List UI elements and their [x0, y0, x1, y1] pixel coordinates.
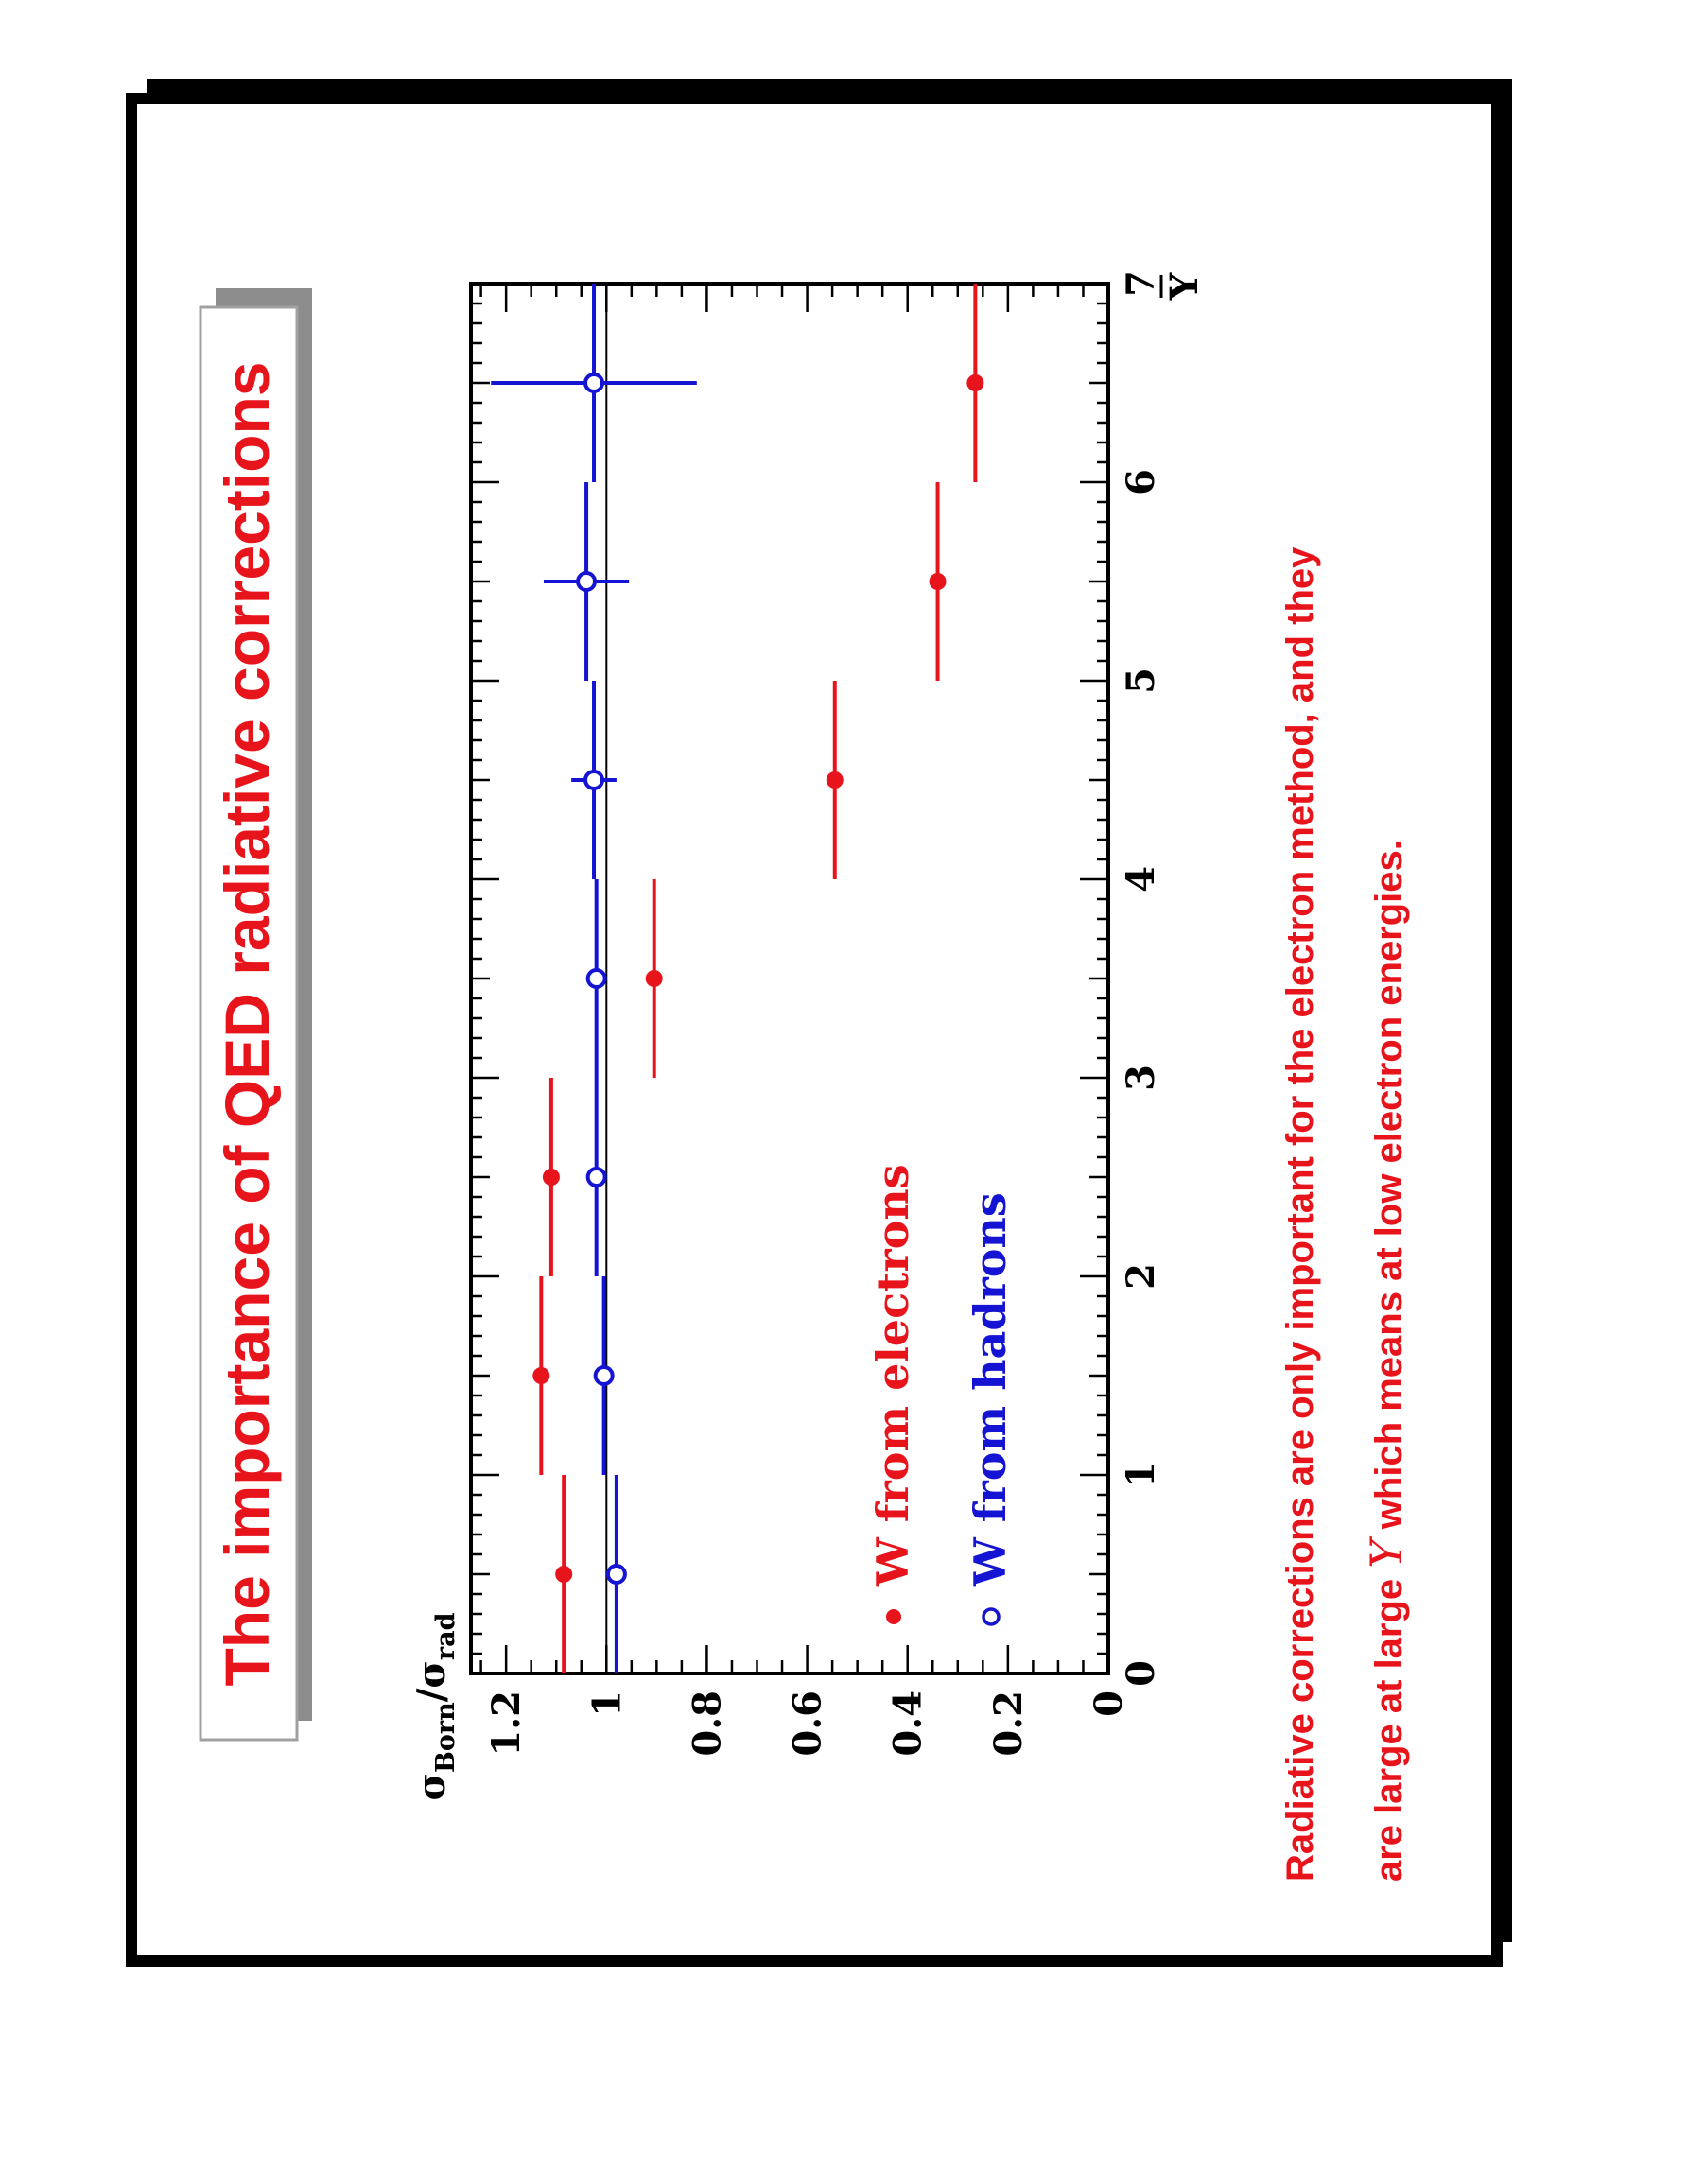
- title-box: [200, 288, 312, 1740]
- y-axis-label-slash-sigma: /σ: [409, 1660, 454, 1703]
- y-tick-label: 0.4: [885, 1690, 931, 1757]
- data-point: [930, 573, 947, 590]
- data-point: [608, 1566, 625, 1583]
- data-point: [578, 573, 595, 590]
- data-point: [543, 1169, 560, 1186]
- data-point: [585, 374, 602, 391]
- data-point: [646, 970, 663, 987]
- x-tick-label: 6: [1119, 469, 1163, 495]
- x-tick-label: 0: [1119, 1660, 1163, 1687]
- caption-line-2: [1361, 840, 1412, 1881]
- caption-line-1: Radiative corrections are only important for the electron method, and they: [1279, 546, 1321, 1881]
- legend-hadrons-label: W from hadrons: [965, 1192, 1016, 1586]
- data-point: [827, 771, 844, 789]
- caption-line-2-end: which means at low electron energies.: [1368, 840, 1410, 1540]
- x-axis-label: [1161, 272, 1207, 301]
- y-tick-label: 0.8: [685, 1690, 730, 1757]
- data-point: [966, 374, 983, 391]
- y-axis-label-sigma-1: σ: [409, 1772, 454, 1801]
- x-tick-label: 5: [1119, 667, 1163, 694]
- legend-hadrons-marker: [983, 1609, 999, 1624]
- y-tick-label: 1.2: [484, 1690, 530, 1757]
- y-tick-label: 0: [1087, 1690, 1131, 1717]
- page-title: The importance of QED radiative corrections: [212, 361, 282, 1687]
- caption-line-2-start: are large at large: [1368, 1568, 1410, 1881]
- data-point: [585, 771, 602, 789]
- y-tick-label: 0.6: [785, 1690, 830, 1757]
- data-point: [532, 1367, 549, 1384]
- legend-electrons-marker: [886, 1609, 901, 1624]
- y-axis-label-sub-rad: rad: [431, 1612, 461, 1661]
- legend-electrons-label: W from electrons: [867, 1164, 918, 1586]
- x-tick-label: 4: [1119, 866, 1163, 893]
- data-point: [588, 970, 605, 987]
- x-tick-label: 3: [1119, 1065, 1163, 1091]
- y-tick-label: 1: [584, 1690, 630, 1717]
- x-axis-label-text: Y: [1162, 272, 1207, 301]
- data-point: [588, 1169, 605, 1186]
- x-tick-label: 2: [1119, 1263, 1163, 1290]
- x-tick-label: 1: [1119, 1462, 1163, 1488]
- y-axis-label-sub-born: Born: [431, 1702, 461, 1773]
- data-point: [596, 1367, 613, 1384]
- data-point: [555, 1566, 572, 1583]
- y-tick-label: 0.2: [985, 1690, 1031, 1757]
- caption-line-2-symbol: Y: [1361, 1539, 1412, 1569]
- x-tick-label: 7: [1119, 270, 1163, 297]
